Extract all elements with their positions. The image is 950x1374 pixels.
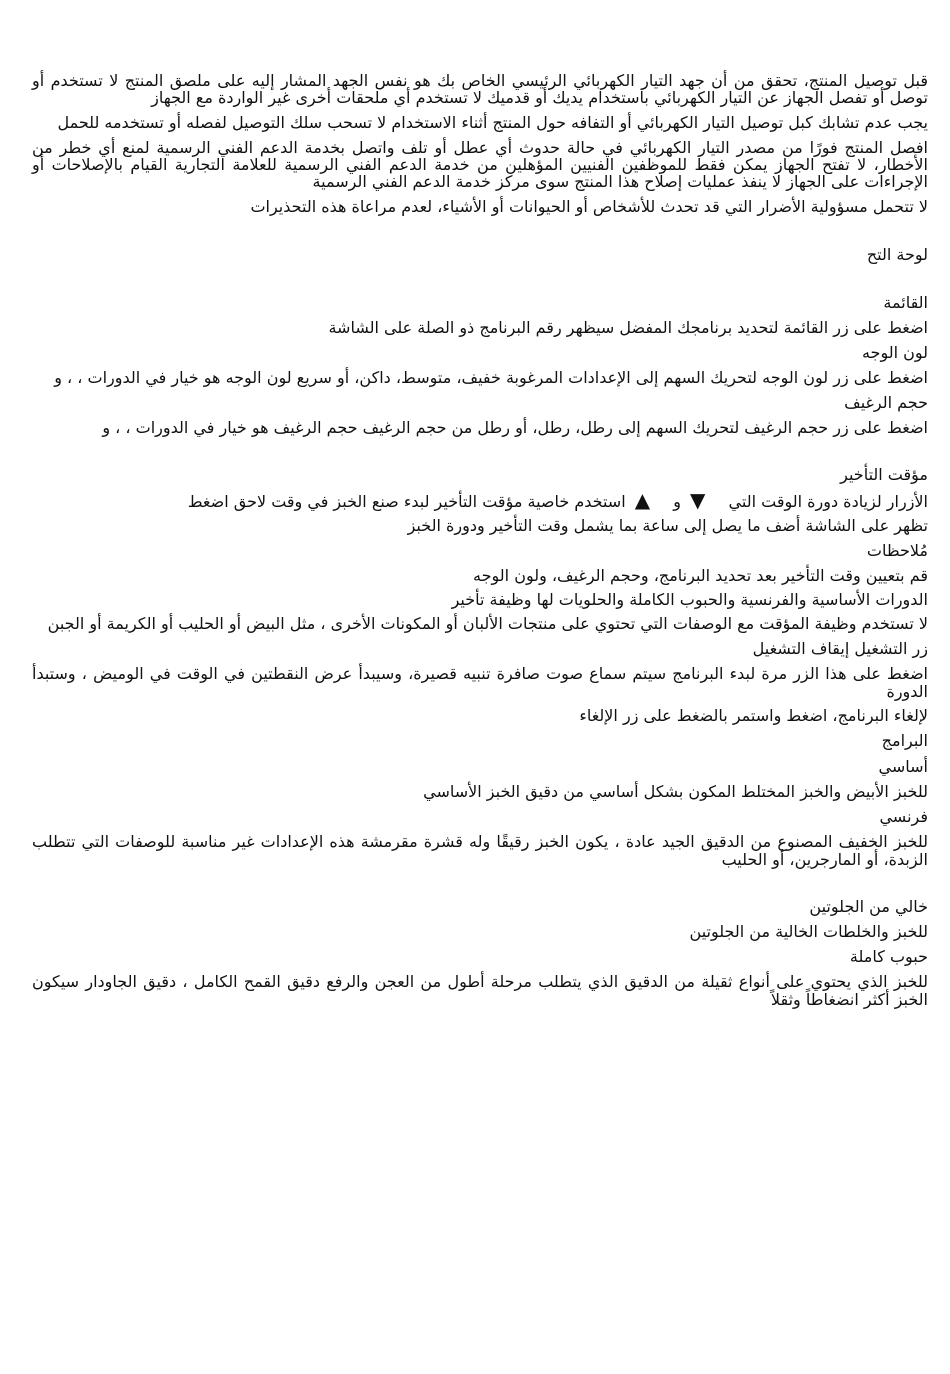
glutenfree-heading: خالي من الجلوتين	[809, 897, 928, 916]
startstop-text: اضغط على هذا الزر مرة لبدء البرنامج سيتم سماع صوت صافرة تنبيه قصيرة، وسيبدأ عرض النقطتين في الوقت في الوميض ، وستبدأ الدورة	[32, 664, 928, 701]
note-item: قم بتعيين وقت التأخير بعد تحديد البرنامج، وحجم الرغيف، ولون الوجه	[473, 566, 928, 585]
up-arrow-icon: ▲	[634, 488, 651, 512]
warning-repair: افصل المنتج فورًا من مصدر التيار الكهربائي في حالة حدوث أي عطل أو تلف واتصل بخدمة الدعم الفني الرسمية لمنع أي خطر من الأخطار، لا تفتح الجهاز يمكن فقط للموظفين الفنيين المؤهلين من خدمة الدعم الفني الرسمية للعلامة التجارية القيام بالإصلاحات أو الإجراءات على الجهاز لا ينفذ عمليات إصلاح هذا المنتج سوى مركز خدمة الدعم الفني الرسمية	[32, 138, 928, 191]
basic-text: للخبز الأبيض والخبز المختلط المكون بشكل أساسي من دقيق الخبز الأساسي	[423, 782, 928, 801]
note-item: لا تستخدم وظيفة المؤقت مع الوصفات التي تحتوي على منتجات الألبان أو المكونات الأخرى ، مثل البيض أو الحليب أو الكريمة أو الجبن	[47, 614, 928, 633]
down-arrow-icon: ▼	[690, 488, 706, 512]
wholegrain-text: للخبز الذي يحتوي على أنواع ثقيلة من الدقيق الذي يتطلب مرحلة أطول من العجن والرفع دقيق القمح الكامل ، دقيق الجاودار سيكون الخبز أكثر انضغاطاً وثقلاً	[32, 972, 928, 1009]
startstop-heading: زر التشغيل إيقاف التشغيل	[752, 639, 928, 658]
delay-heading: مؤقت التأخير	[840, 465, 928, 484]
spacer	[32, 271, 928, 293]
delay-line-2: تظهر على الشاشة أضف ما يصل إلى ساعة بما يشمل وقت التأخير ودورة الخبز	[407, 516, 928, 535]
programs-heading: البرامج	[881, 731, 928, 750]
warning-voltage: قبل توصيل المنتج، تحقق من أن جهد التيار الكهربائي الرئيسي الخاص بك هو نفس الجهد المشار إليه على ملصق المنتج لا تستخدم أو توصل أو تفصل الجهاز عن التيار الكهربائي باستخدام يديك أو قدميك لا تستخدم أي ملحقات أخرى غير الواردة مع الجهاز	[32, 71, 928, 107]
menu-text: اضغط على زر القائمة لتحديد برنامجك المفضل سيظهر رقم البرنامج ذو الصلة على الشاشة	[328, 318, 928, 337]
glutenfree-text: للخبز والخلطات الخالية من الجلوتين	[689, 922, 928, 941]
spacer	[32, 223, 928, 245]
warning-cable: يجب عدم تشابك كبل توصيل التيار الكهربائي أو التفافه حول المنتج أثناء الاستخدام لا تسحب سلك التوصيل لفصله أو تستخدمه للحمل	[57, 113, 928, 132]
menu-heading: القائمة	[883, 293, 928, 312]
cancel-text: لإلغاء البرنامج، اضغط واستمر بالضغط على زر الإلغاء	[579, 706, 928, 725]
loaf-heading: حجم الرغيف	[844, 393, 928, 412]
delay-text-a: الأزرار لزيادة دورة الوقت التي	[728, 492, 928, 511]
crust-text: اضغط على زر لون الوجه لتحريك السهم إلى الإعدادات المرغوبة خفيف، متوسط، داكن، أو سريع لون الوجه هو خيار في الدورات ، ، و	[54, 368, 928, 387]
french-heading: فرنسي	[879, 807, 928, 826]
wholegrain-heading: حبوب كاملة	[849, 947, 928, 966]
delay-text-b: و	[673, 492, 681, 511]
delay-line-1	[32, 488, 928, 512]
delay-text-c: استخدم خاصية مؤقت التأخير لبدء صنع الخبز في وقت لاحق اضغط	[187, 492, 626, 511]
spacer	[32, 443, 928, 465]
basic-heading: أساسي	[878, 757, 928, 776]
warning-liability: لا تتحمل مسؤولية الأضرار التي قد تحدث للأشخاص أو الحيوانات أو الأشياء، لعدم مراعاة هذه التحذيرات	[250, 197, 928, 216]
manual-page	[32, 72, 928, 1015]
note-item: الدورات الأساسية والفرنسية والحبوب الكاملة والحلويات لها وظيفة تأخير	[451, 590, 928, 609]
notes-heading: مُلاحظات	[866, 541, 928, 560]
panel-title: لوحة التح	[866, 245, 928, 264]
spacer	[32, 875, 928, 897]
french-text: للخبز الخفيف المصنوع من الدقيق الجيد عادة ، يكون الخبز رقيقًا وله قشرة مقرمشة هذه الإعدادات غير مناسبة للوصفات التي تتطلب الزبدة، أو المارجرين، أو الحليب	[32, 832, 928, 869]
loaf-text: اضغط على زر حجم الرغيف لتحريك السهم إلى رطل، رطل، أو رطل من حجم الرغيف حجم الرغيف هو خيار في الدورات ، ، و	[102, 418, 928, 437]
crust-heading: لون الوجه	[861, 343, 928, 362]
